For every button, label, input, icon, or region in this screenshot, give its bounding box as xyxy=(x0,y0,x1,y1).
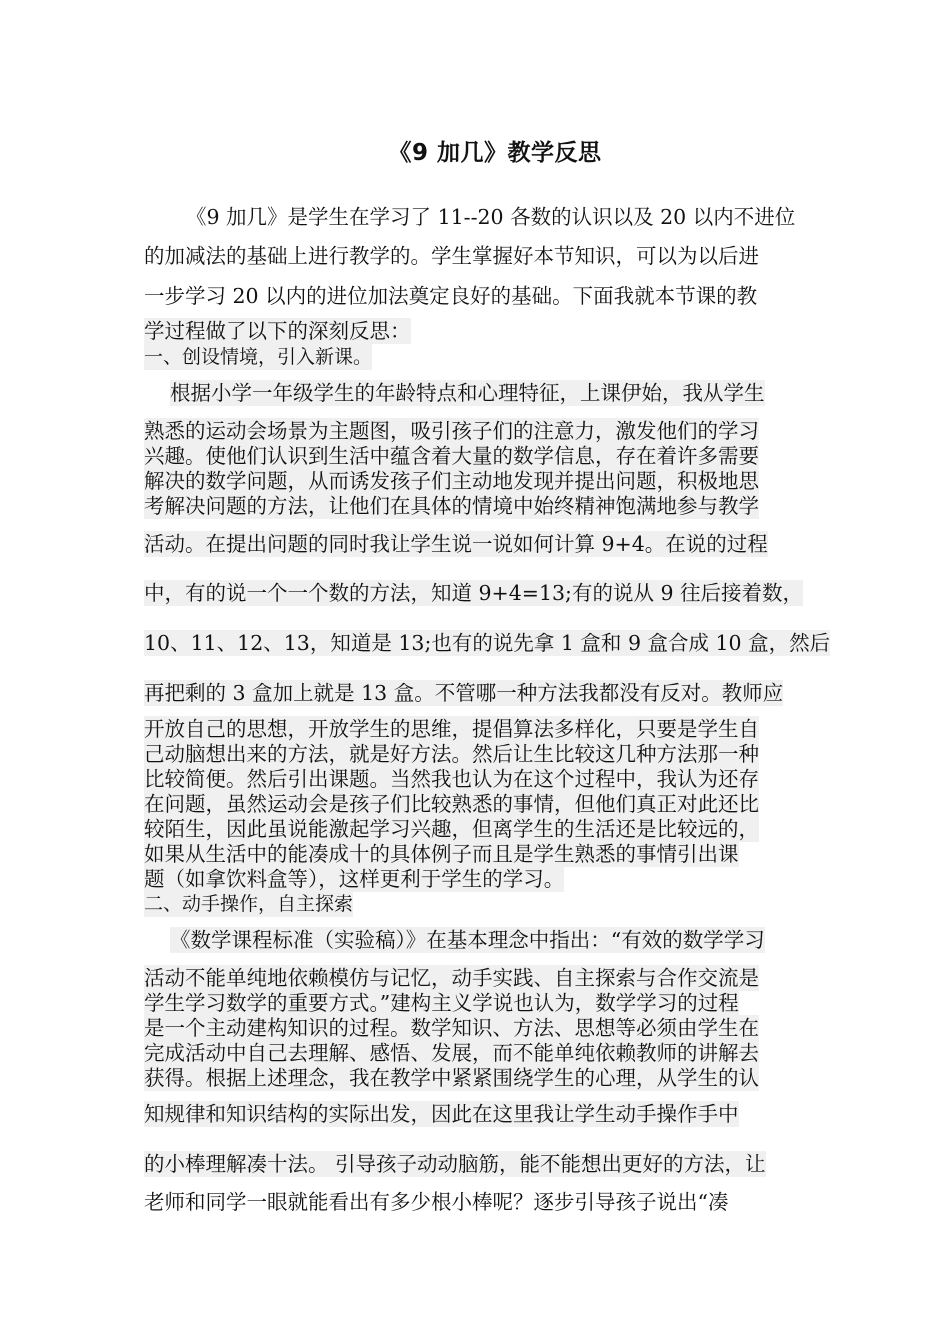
text-line: 的加减法的基础上进行教学的。学生掌握好本节知识，可以为以后进 xyxy=(144,244,759,268)
text-line: 再把剩的 3 盒加上就是 13 盒。不管哪一种方法我都没有反对。教师应 xyxy=(144,681,784,705)
page-title: 《9 加几》教学反思 xyxy=(388,140,602,166)
text-line: 知规律和知识结构的实际出发，因此在这里我让学生动手操作手中 xyxy=(144,1102,739,1126)
text-line: 中，有的说一个一个数的方法，知道 9+4=13;有的说从 9 往后接着数， xyxy=(144,581,804,605)
text-line: 老师和同学一眼就能看出有多少根小棒呢？逐步引导孩子说出“凑 xyxy=(144,1190,729,1214)
text-line: 一步学习 20 以内的进位加法奠定良好的基础。下面我就本节课的教 xyxy=(144,284,758,308)
text-line: 根据小学一年级学生的年龄特点和心理特征，上课伊始，我从学生 xyxy=(170,381,765,405)
section-heading: 一、创设情境，引入新课。 xyxy=(144,346,373,368)
text-line: 题（如拿饮料盒等），这样更利于学生的学习。 xyxy=(144,867,565,891)
text-line: 获得。根据上述理念，我在教学中紧紧围绕学生的心理，从学生的认 xyxy=(144,1066,759,1090)
text-line: 比较简便。然后引出课题。当然我也认为在这个过程中，我认为还存 xyxy=(144,767,759,791)
section-heading: 二、动手操作，自主探索 xyxy=(144,893,354,915)
text-line: 较陌生，因此虽说能激起学习兴趣，但离学生的生活还是比较远的， xyxy=(144,817,759,841)
text-line: 学生学习数学的重要方式。”建构主义学说也认为，数学学习的过程 xyxy=(144,991,739,1015)
text-line: 完成活动中自己去理解、感悟、发展，而不能单纯依赖教师的讲解去 xyxy=(144,1041,759,1065)
text-line: 《数学课程标准（实验稿）》在基本理念中指出：“有效的数学学习 xyxy=(170,928,765,952)
text-line: 在问题，虽然运动会是孩子们比较熟悉的事情，但他们真正对此还比 xyxy=(144,792,759,816)
text-line: 考解决问题的方法，让他们在具体的情境中始终精神饱满地参与教学 xyxy=(144,494,759,518)
text-line: 活动。在提出问题的同时我让学生说一说如何计算 9+4。在说的过程 xyxy=(144,532,768,556)
text-line: 熟悉的运动会场景为主题图，吸引孩子们的注意力，激发他们的学习 xyxy=(144,419,759,443)
text-line: 10、11、12、13，知道是 13;也有的说先拿 1 盒和 9 盒合成 10 盒，然后 xyxy=(144,631,831,655)
text-line: 兴趣。使他们认识到生活中蕴含着大量的数学信息，存在着许多需要 xyxy=(144,444,759,468)
text-line: 的小棒理解凑十法。 引导孩子动动脑筋，能不能想出更好的方法，让 xyxy=(144,1152,766,1176)
text-line: 《9 加几》是学生在学习了 11--20 各数的认识以及 20 以内不进位 xyxy=(186,205,796,229)
text-line: 活动不能单纯地依赖模仿与记忆，动手实践、自主探索与合作交流是 xyxy=(144,966,759,990)
text-line: 解决的数学问题，从而诱发孩子们主动地发现并提出问题，积极地思 xyxy=(144,469,759,493)
text-line: 学过程做了以下的深刻反思： xyxy=(144,319,411,343)
text-line: 如果从生活中的能凑成十的具体例子而且是学生熟悉的事情引出课 xyxy=(144,842,739,866)
text-line: 是一个主动建构知识的过程。数学知识、方法、思想等必须由学生在 xyxy=(144,1016,759,1040)
text-line: 开放自己的思想，开放学生的思维，提倡算法多样化，只要是学生自 xyxy=(144,717,759,741)
text-line: 己动脑想出来的方法，就是好方法。然后让生比较这几种方法那一种 xyxy=(144,742,759,766)
